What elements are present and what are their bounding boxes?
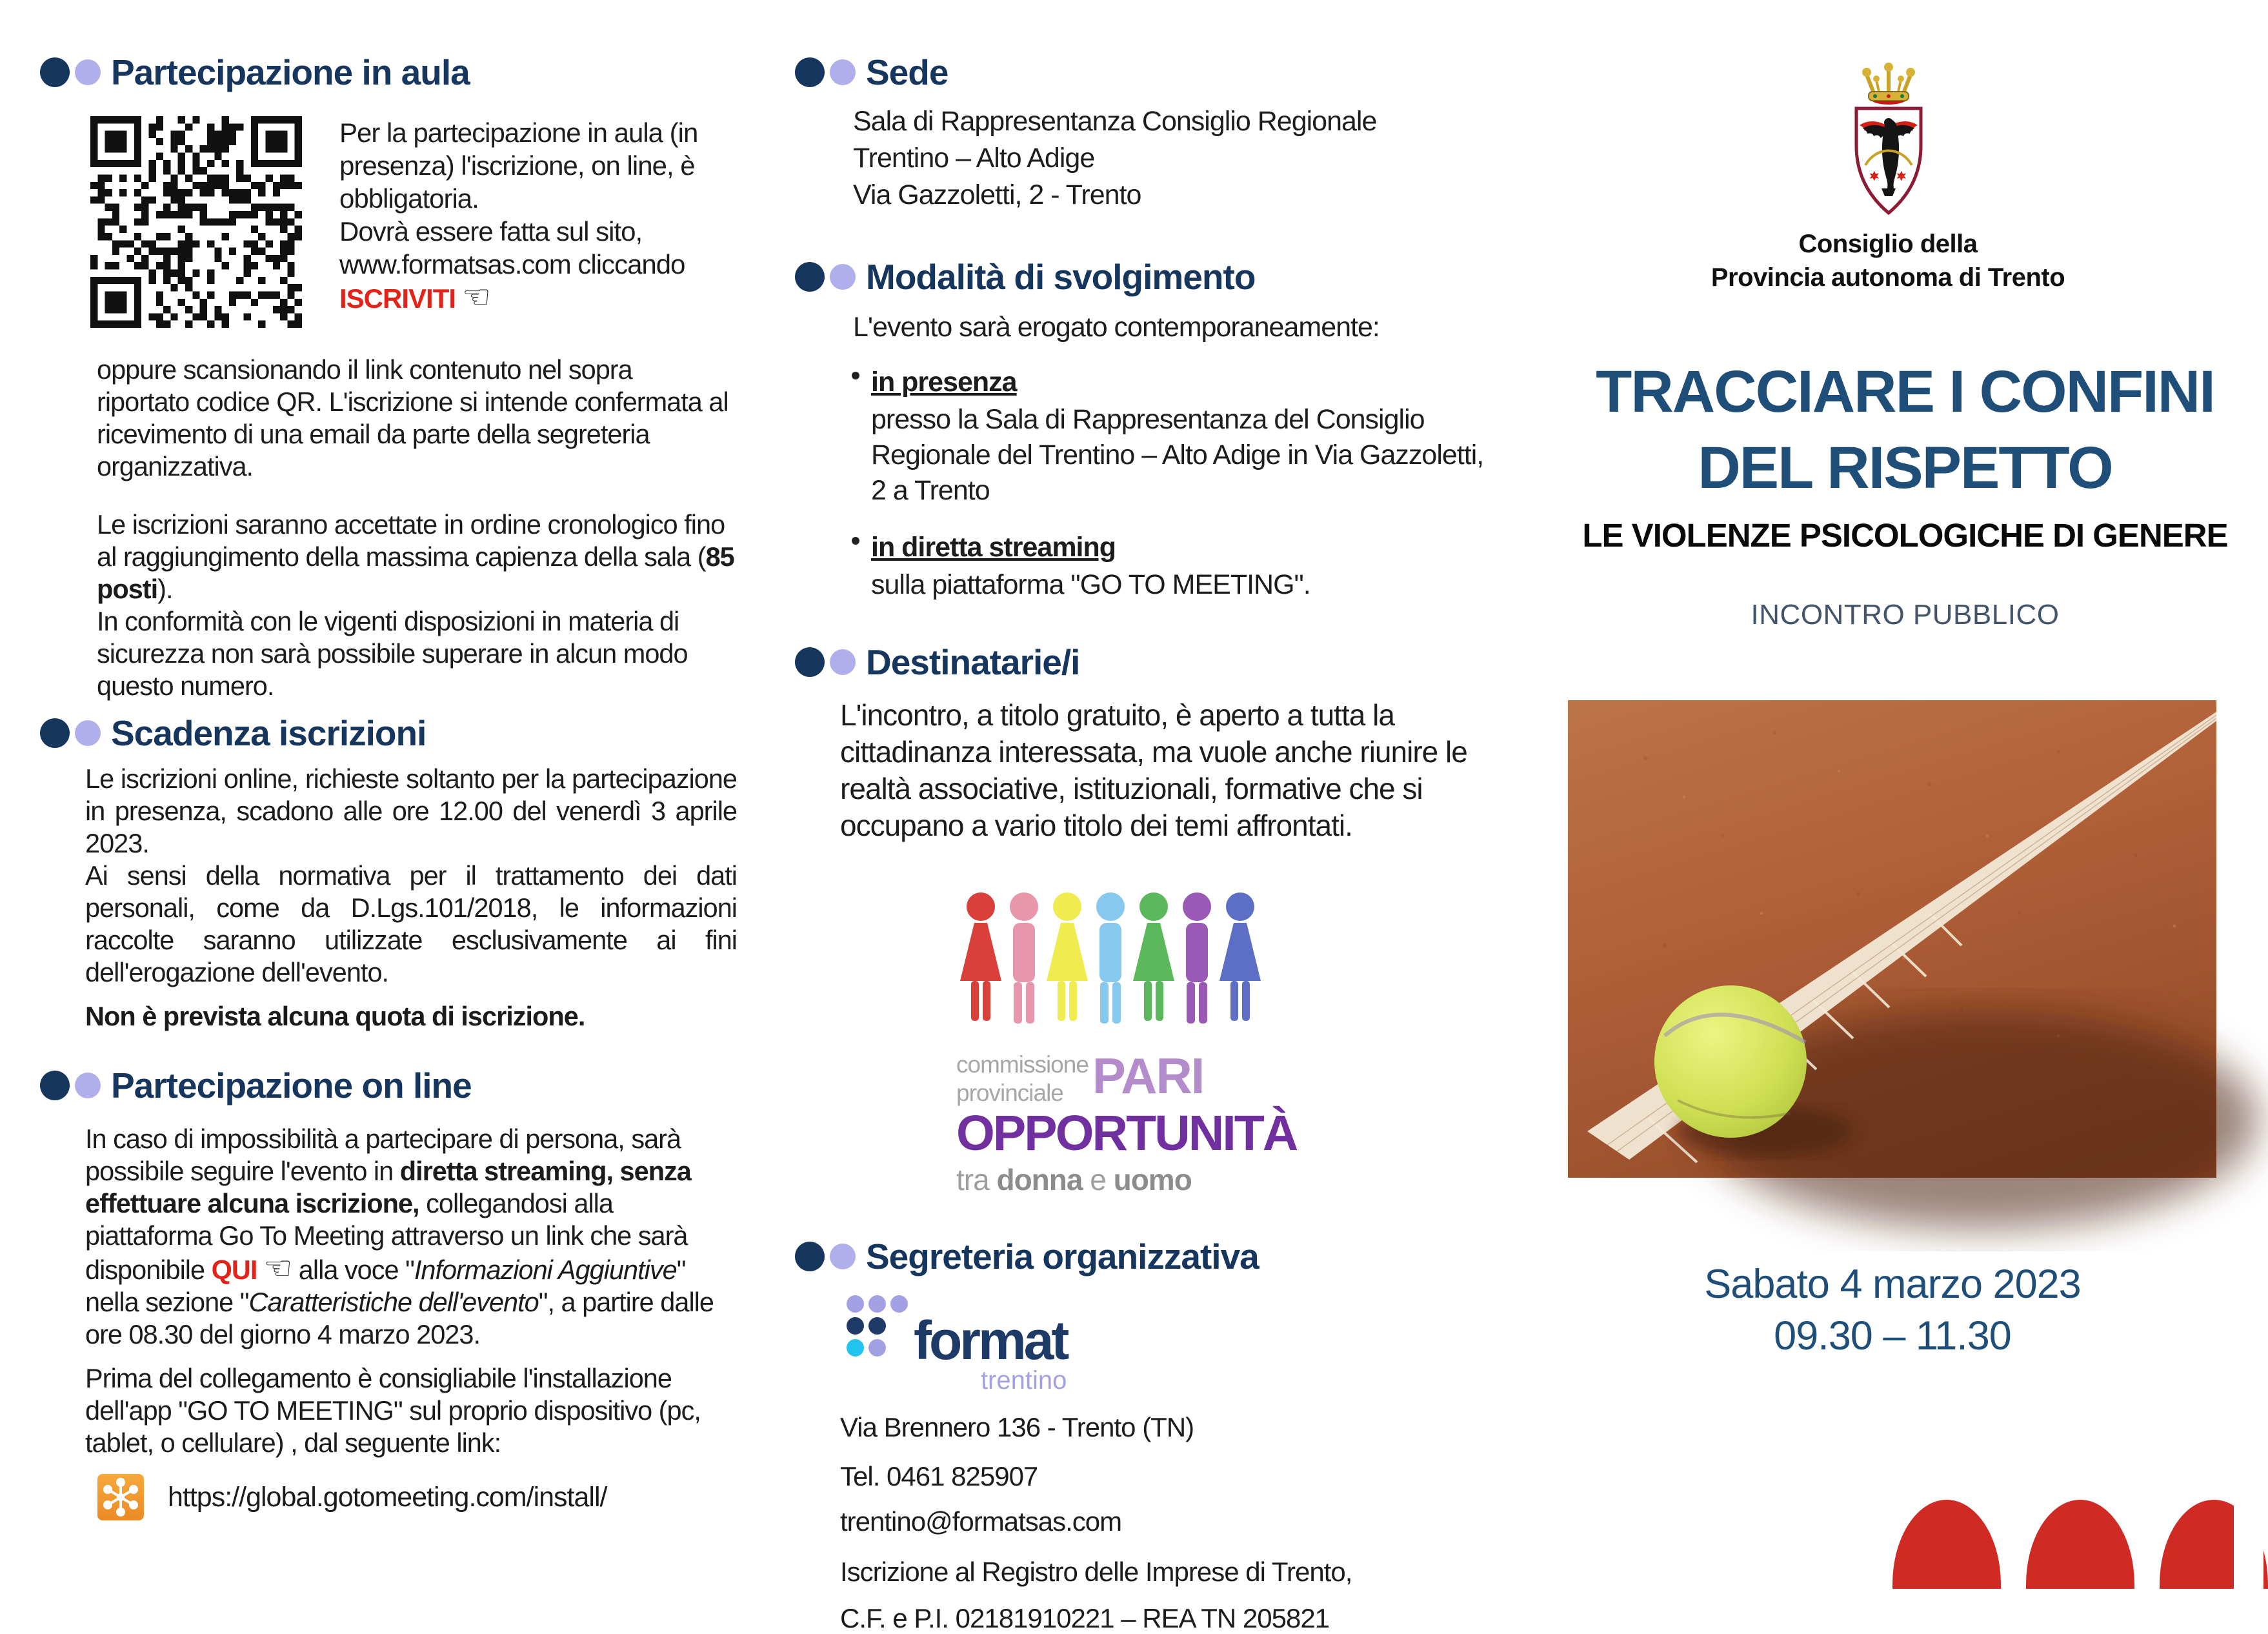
section-title: Partecipazione on line [111, 1065, 472, 1105]
text: ", a partire dalle ore 08.30 del giorno 4 marzo 2023. [85, 1287, 714, 1349]
red-arch-decoration [2026, 1500, 2134, 1589]
modalita-intro: L'evento sarà erogato contemporaneamente: [853, 312, 1380, 343]
paragraph-app-install: Prima del collegamento è consigliabile l'installazione dell'app "GO TO MEETING" sul proprio dispositivo (pc, tablet, o cellulare) , dal seguente link: [85, 1363, 701, 1458]
format-dots-icon [847, 1295, 912, 1395]
bullet-text: presso la Sala di Rappresentanza del Consiglio Regionale del Trentino – Alto Adige in Via Gazzoletti, 2 a Trento [871, 404, 1484, 506]
paragraph-capienza [97, 509, 742, 702]
text: Dovrà essere fatta sul sito, www.formatsas.com cliccando [339, 216, 685, 279]
event-title [1545, 354, 2265, 506]
text-italic: Caratteristiche dell'evento [248, 1287, 539, 1317]
bullet-dot-dark-icon [40, 57, 70, 87]
section-title: Destinatarie/i [866, 642, 1080, 682]
section-header-partecipazione-aula [40, 52, 737, 93]
text: Le iscrizioni online, richieste soltanto per la partecipazione in presenza, scadono alle ore 12.00 del venerdì 3 aprile 2023. [85, 763, 737, 858]
bullet-dot-light-icon [830, 59, 856, 85]
text: In conformità con le vigenti disposizioni in materia di sicurezza non sarà possibile superare in alcun modo questo numero. [97, 606, 688, 701]
qr-row [40, 116, 737, 328]
event-time: 09.30 – 11.30 [1774, 1313, 2011, 1358]
text: Consiglio della [1798, 230, 1978, 258]
org-name [1549, 227, 2227, 294]
pointing-hand-icon: ☜ [263, 1250, 292, 1286]
format-trentino-logo [847, 1295, 1518, 1395]
text: Trentino – Alto Adige [853, 143, 1095, 174]
gotomeeting-icon [97, 1473, 145, 1521]
section-title: Sede [866, 52, 948, 92]
text: Ai sensi della normativa per il trattamento dei dati personali, come da D.Lgs.101/2018, le informazioni raccolte saranno utilizzate esclusivamente ai fini dell'erogazione dell'evento. [85, 860, 737, 987]
provincia-trento-crest-icon [1836, 63, 1941, 221]
list-bullet-icon [852, 537, 859, 545]
bullet-streaming [871, 532, 1490, 603]
section-header-modalita [795, 256, 1518, 298]
text: ). [157, 574, 173, 604]
bullet-dot-dark-icon [40, 1071, 70, 1100]
destinatari-text: L'incontro, a titolo gratuito, è aperto a tutta la cittadinanza interessata, ma vuole anche riunire le realtà associative, istituzionali, formative che si occupano a vario titolo dei temi affrontati. [840, 698, 1467, 842]
bullet-title: in diretta streaming [871, 532, 1116, 563]
segreteria-registro: Iscrizione al Registro delle Imprese di Trento, [840, 1557, 1352, 1587]
text-bold: diretta streaming, senza effettuare alcuna iscrizione, [85, 1156, 691, 1218]
text-italic: Informazioni Aggiuntive [414, 1255, 677, 1285]
pari-figures-icon [956, 891, 1292, 1045]
paragraph-streaming [85, 1123, 737, 1351]
paragraph-quota: Non è prevista alcuna quota di iscrizione. [85, 1001, 585, 1031]
section-header-sede [795, 52, 1518, 93]
text: collegandosi alla piattaforma Go To Meeting attraverso un link che sarà disponibile [85, 1188, 688, 1285]
event-datetime [1549, 1258, 2236, 1362]
pari-logo-text [956, 1047, 1297, 1196]
segreteria-phone: Tel. 0461 825907 [840, 1461, 1038, 1491]
text: TRACCIARE I CONFINI [1596, 359, 2214, 425]
list-bullet-icon [852, 372, 859, 379]
pari-commissione: commissione provinciale [956, 1051, 1089, 1106]
bullet-dot-light-icon [830, 264, 856, 290]
gotomeeting-link-row [97, 1473, 737, 1521]
text: alla voce " [292, 1255, 414, 1285]
paragraph-qr-alternative: oppure scansionando il link contenuto nel sopra riportato codice QR. L'iscrizione si intende confermata al ricevimento di una email da parte della segreteria organizzativa. [97, 354, 728, 481]
bullet-dot-dark-icon [40, 718, 70, 748]
section-header-partecipazione-online [40, 1065, 737, 1106]
section-title: Partecipazione in aula [111, 52, 470, 92]
segreteria-email[interactable]: trentino@formatsas.com [840, 1506, 1122, 1537]
section-header-segreteria [795, 1236, 1518, 1277]
text: Per la partecipazione in aula (in presenza) l'iscrizione, on line, è obbligatoria. [339, 117, 698, 214]
text: In caso di impossibilità a partecipare di persona, sarà possibile seguire l'evento in [85, 1124, 681, 1186]
page-margin-strip [2234, 1471, 2263, 1601]
bullet-in-presenza [871, 367, 1490, 509]
bullet-dot-light-icon [75, 59, 101, 85]
qui-link[interactable]: QUI [211, 1255, 257, 1285]
pari-opportunita-logo [956, 891, 1297, 1196]
tennis-court-photo [1568, 700, 2216, 1178]
pari-word: PARI [1092, 1047, 1204, 1104]
posti-bold: 85 posti [97, 541, 734, 604]
bullet-dot-light-icon [830, 649, 856, 675]
bullet-dot-light-icon [75, 1073, 101, 1098]
format-wordmark [914, 1310, 1067, 1395]
bullet-text: sulla piattaforma "GO TO MEETING". [871, 569, 1310, 600]
bullet-dot-light-icon [75, 720, 101, 746]
panel-left [40, 52, 737, 1521]
text: Provincia autonoma di Trento [1711, 263, 2065, 292]
bullet-dot-dark-icon [795, 647, 825, 677]
bullet-title: in presenza [871, 367, 1017, 398]
section-header-scadenza [40, 712, 737, 754]
bullet-dot-dark-icon [795, 262, 825, 292]
qr-side-text [339, 116, 733, 328]
sede-address [853, 103, 1518, 214]
bullet-dot-light-icon [830, 1244, 856, 1269]
qr-code [90, 116, 302, 328]
event-subtitle: LE VIOLENZE PSICOLOGICHE DI GENERE [1582, 517, 2228, 554]
tra-donna-uomo: tra donna e uomo [956, 1163, 1192, 1196]
event-kicker: INCONTRO PUBBLICO [1751, 599, 2060, 630]
pointing-hand-icon: ☜ [462, 279, 490, 315]
text: " nella sezione " [85, 1255, 686, 1317]
red-arch-decoration [1892, 1500, 2001, 1589]
text: Sala di Rappresentanza Consiglio Regionale [853, 106, 1377, 137]
segreteria-address: Via Brennero 136 - Trento (TN) [840, 1412, 1194, 1442]
bullet-dot-dark-icon [795, 57, 825, 87]
segreteria-cf: C.F. e P.I. 02181910221 – REA TN 205821 [840, 1603, 1330, 1633]
opportunita-word: OPPORTUNITÀ [956, 1105, 1297, 1161]
text: Via Gazzoletti, 2 - Trento [853, 179, 1141, 210]
trentino-word: trentino [980, 1366, 1067, 1395]
iscriviti-link[interactable]: ISCRIVITI [339, 283, 456, 314]
section-title: Scadenza iscrizioni [111, 713, 427, 753]
bullet-dot-dark-icon [795, 1242, 825, 1271]
section-header-destinatari [795, 641, 1518, 683]
event-date: Sabato 4 marzo 2023 [1704, 1262, 2081, 1307]
panel-middle [795, 52, 1518, 1634]
section-title: Segreteria organizzativa [866, 1236, 1259, 1276]
text: DEL RISPETTO [1698, 435, 2112, 501]
section-title: Modalità di svolgimento [866, 257, 1256, 297]
format-word: format [914, 1310, 1067, 1371]
paragraph-scadenza [85, 763, 737, 989]
gotomeeting-install-url[interactable]: https://global.gotomeeting.com/install/ [168, 1481, 607, 1513]
text: Le iscrizioni saranno accettate in ordine cronologico fino al raggiungimento della massima capienza della sala ( [97, 509, 725, 572]
